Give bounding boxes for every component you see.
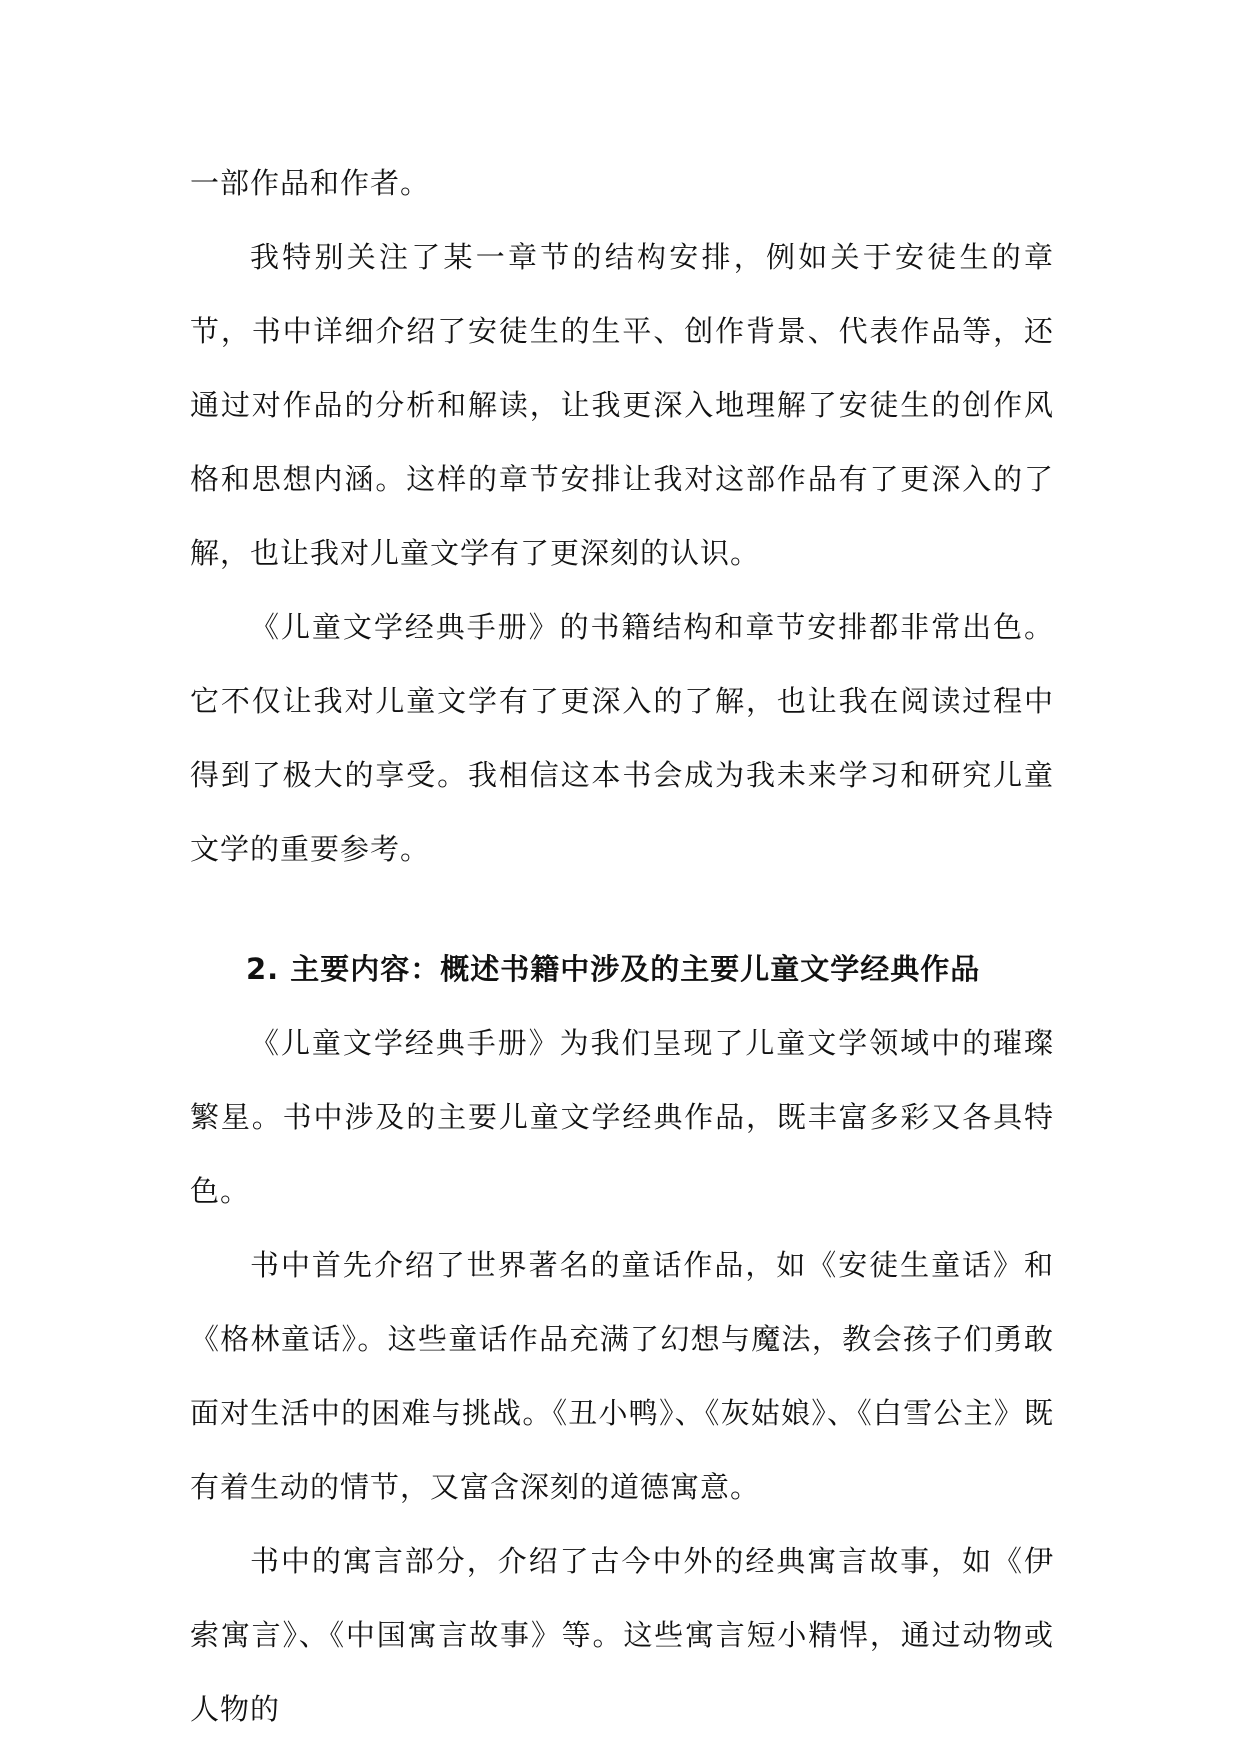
paragraph-book-summary: 《儿童文学经典手册》的书籍结构和章节安排都非常出色。它不仅让我对儿童文学有了更深入的了解，也让我在阅读过程中得到了极大的享受。我相信这本书会成为我未来学习和研究儿童文学的重要参考。 [190,610,1054,866]
paragraph-fables: 书中的寓言部分，介绍了古今中外的经典寓言故事，如《伊索寓言》、《中国寓言故事》等。这些寓言短小精悍，通过动物或人物的 [190,1544,1054,1726]
paragraph-chapter-structure: 我特别关注了某一章节的结构安排，例如关于安徒生的章节，书中详细介绍了安徒生的生平、创作背景、代表作品等，还通过对作品的分析和解读，让我更深入地理解了安徒生的创作风格和思想内涵。这样的章节安排让我对这部作品有了更深入的了解，也让我对儿童文学有了更深刻的认识。 [190,240,1054,570]
paragraph-continuation: 一部作品和作者。 [190,166,431,200]
paragraph-intro-classics: 《儿童文学经典手册》为我们呈现了儿童文学领域中的璀璨繁星。书中涉及的主要儿童文学经典作品，既丰富多彩又各具特色。 [190,1026,1054,1208]
paragraph-fairy-tales: 书中首先介绍了世界著名的童话作品，如《安徒生童话》和《格林童话》。这些童话作品充满了幻想与魔法，教会孩子们勇敢面对生活中的困难与挑战。《丑小鸭》、《灰姑娘》、《白雪公主》既有着生动的情节，又富含深刻的道德寓意。 [190,1248,1054,1504]
section-heading: 2. 主要内容：概述书籍中涉及的主要儿童文学经典作品 [246,952,981,986]
document-body [190,146,1054,1746]
